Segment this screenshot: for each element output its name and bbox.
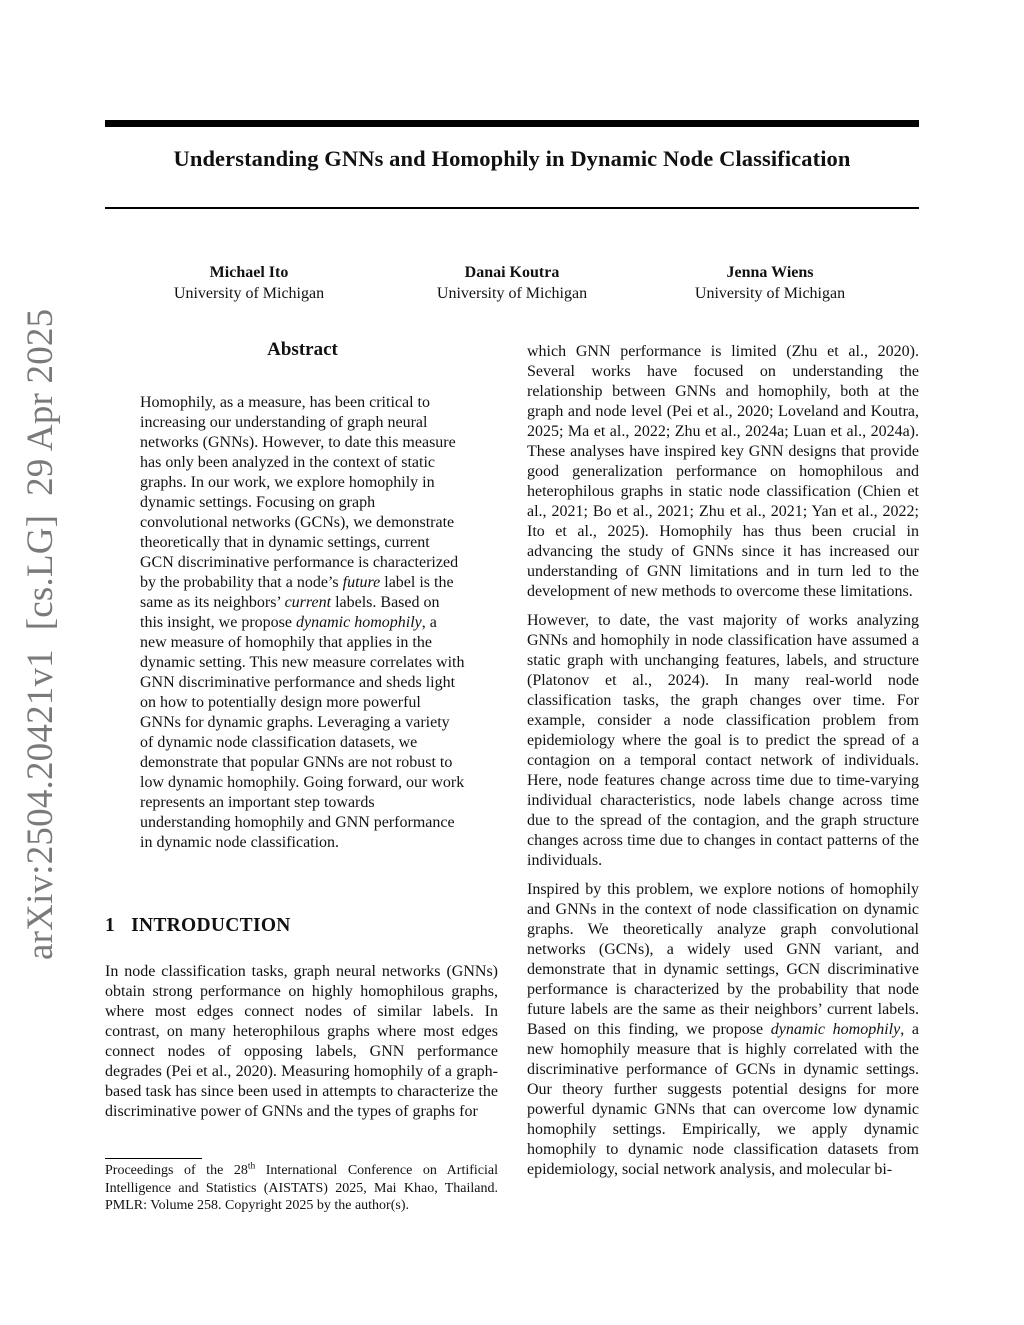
author-affiliation: University of Michigan xyxy=(436,285,588,302)
author-block-3 xyxy=(650,262,890,304)
abstract-body xyxy=(140,393,465,853)
arxiv-identifier-stamp: arXiv:2504.20421v1 [cs.LG] 29 Apr 2025 xyxy=(20,308,61,960)
abstract-emphasis: current xyxy=(284,594,332,611)
introduction-right-column xyxy=(527,342,919,1180)
introduction-text: , a new homophily measure that is highly correlated with the discriminative performance of GCNs in dynamic settings. Our theory further suggests potential designs for more powerful dynamic GNNs that can overcome low dynamic homophily settings. Empirically, we apply dynamic homophily to dynamic node classification datasets from epidemiology, social network analysis, and molecular bi- xyxy=(527,1021,920,1178)
introduction-left-column xyxy=(105,962,498,1122)
author-block-1 xyxy=(129,262,369,304)
author-name: Danai Koutra xyxy=(464,264,560,281)
introduction-paragraph xyxy=(527,880,919,1180)
introduction-paragraph: which GNN performance is limited (Zhu et al., 2020). Several works have focused on understanding the relationship between GNNs and homophily, both at the graph and node level (Pei et al., 2020; Loveland and Koutra, 2025; Ma et al., 2022; Zhu et al., 2024a; Luan et al., 2024a). These analyses have inspired key GNN designs that provide good generalization performance on homophilous and heterophilous graphs in static node classification (Chien et al., 2021; Bo et al., 2021; Zhu et al., 2021; Yan et al., 2022; Ito et al., 2025). Homophily has thus been crucial in advancing the study of GNNs since it has increased our understanding of GNN limitations and in turn led to the development of new methods to overcome these limitations. xyxy=(527,343,919,600)
proceedings-footnote xyxy=(105,1162,498,1215)
author-affiliation: University of Michigan xyxy=(173,285,325,302)
footnote-text: International Conference on Artificial Intelligence and Statistics (AISTATS) 2025, Mai Khao, Thailand. PMLR: Volume 258. Copyright 2025 by the author(s). xyxy=(105,1163,498,1213)
introduction-paragraph: However, to date, the vast majority of works analyzing GNNs and homophily in node classification have assumed a static graph with unchanging features, labels, and structure (Platonov et al., 2024). In many real-world node classification tasks, the graph changes over time. For example, consider a node classification problem from epidemiology where the goal is to predict the spread of a contagion on a temporal contact network of individuals. Here, node features change across time due to time-varying individual characteristics, node labels change across time due to the spread of the contagion, and the graph structure changes across time due to changes in contact patterns of the individuals. xyxy=(527,612,919,869)
paper-title: Understanding GNNs and Homophily in Dynamic Node Classification xyxy=(173,146,851,171)
footnote-rule xyxy=(105,1158,202,1159)
author-name: Jenna Wiens xyxy=(726,264,814,281)
title-top-rule xyxy=(105,120,919,127)
abstract-paragraph xyxy=(140,393,465,853)
abstract-text: , a new measure of homophily that applies in the dynamic setting. This new measure correlates with GNN discriminative performance and sheds light on how to potentially design more powerful GNNs for dynamic graphs. Leveraging a variety of dynamic node classification datasets, we demonstrate that popular GNNs are not robust to low dynamic homophily. Going forward, our work represents an important step towards understanding homophily and GNN performance in dynamic node classification. xyxy=(140,614,465,851)
author-name: Michael Ito xyxy=(209,264,289,281)
author-block-2 xyxy=(392,262,632,304)
abstract-text: labels. Based on this insight, we propose xyxy=(140,594,440,631)
introduction-emphasis: dynamic homophily xyxy=(770,1021,901,1038)
footnote-superscript: th xyxy=(247,1161,256,1172)
abstract-text: Homophily, as a measure, has been critical to increasing our understanding of graph neural networks (GNNs). However, to date this measure has only been analyzed in the context of static graphs. In our work, we explore homophily in dynamic settings. Focusing on graph convolutional networks (GCNs), we demonstrate theoretically that in dynamic settings, current GCN discriminative performance is characterized by the probability that a node’s xyxy=(140,394,459,591)
title-bottom-rule xyxy=(105,207,919,209)
abstract-emphasis: dynamic homophily xyxy=(296,614,422,631)
author-affiliation: University of Michigan xyxy=(694,285,846,302)
section-heading-introduction xyxy=(105,915,291,937)
abstract-text: label is the same as its neighbors’ xyxy=(140,574,454,611)
introduction-paragraph: In node classification tasks, graph neural networks (GNNs) obtain strong performance on highly homophilous graphs, where most edges connect nodes of similar labels. In contrast, on many heterophilous graphs where most edges connect nodes of opposing labels, GNN performance degrades (Pei et al., 2020). Measuring homophily of a graph-based task has since been used in attempts to characterize the discriminative power of GNNs and the types of graphs for xyxy=(105,963,498,1120)
footnote-text: Proceedings of the 28 xyxy=(105,1163,248,1178)
abstract-heading: Abstract xyxy=(267,339,338,360)
section-title: INTRODUCTION xyxy=(131,915,291,936)
abstract-emphasis: future xyxy=(342,574,381,591)
section-number: 1 xyxy=(105,915,116,936)
introduction-text: Inspired by this problem, we explore notions of homophily and GNNs in the context of node classification on dynamic graphs. We theoretically analyze graph convolutional networks (GCNs), a widely used GNN variant, and demonstrate that in dynamic settings, GCN discriminative performance is characterized by the probability that node future labels are the same as their neighbors’ current labels. Based on this finding, we propose xyxy=(527,881,919,1038)
